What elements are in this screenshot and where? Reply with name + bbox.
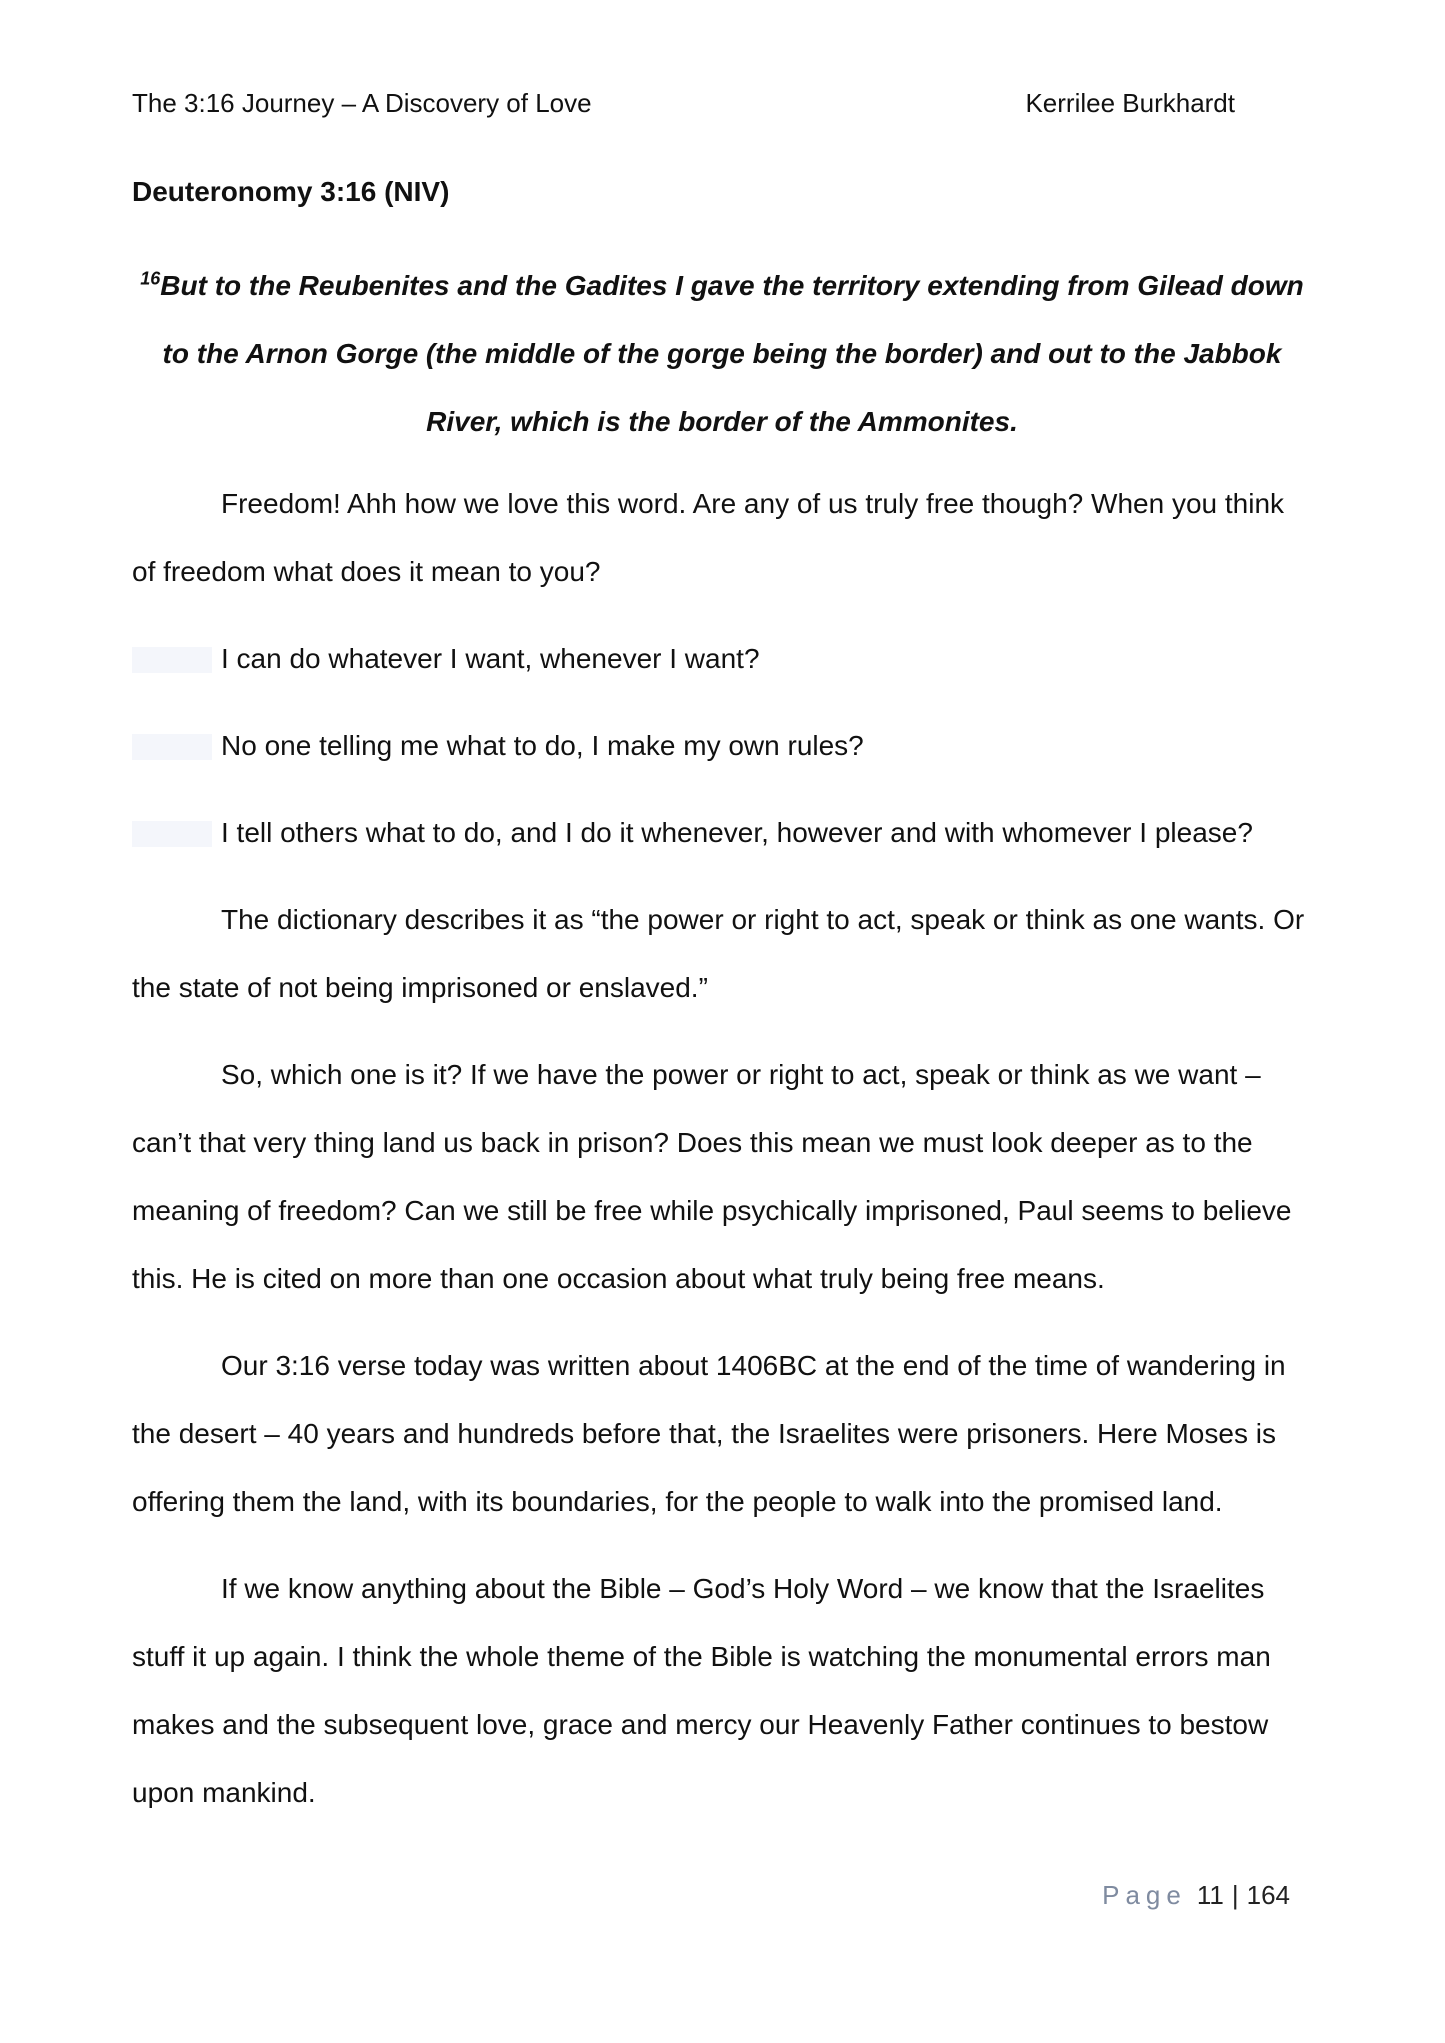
author-name: Kerrilee Burkhardt: [1025, 88, 1235, 118]
paragraph-freedom-intro: Freedom! Ahh how we love this word. Are any of us truly free though? When you think of freedom what does it mean to you?: [132, 488, 1285, 587]
bullet-marker: [132, 734, 212, 760]
list-item-text: No one telling me what to do, I make my own rules?: [221, 730, 864, 761]
body-text: [132, 470, 1312, 1846]
list-item: [132, 799, 1312, 867]
paragraph-which-one: So, which one is it? If we have the power or right to act, speak or think as we want – can’t that very thing land us back in prison? Does this mean we must look deeper as to the meaning of freedom? Can we still be free while psychically imprisoned, Paul seems to believe this. He is cited on more than one occasion about what truly being free means.: [132, 1059, 1292, 1294]
page-header: [132, 88, 1235, 118]
book-title: The 3:16 Journey – A Discovery of Love: [132, 88, 592, 118]
scripture-verse: [132, 252, 1312, 456]
total-pages: 164: [1246, 1880, 1290, 1910]
scripture-reference: Deuteronomy 3:16 (NIV): [132, 176, 450, 207]
page-footer: [1102, 1880, 1290, 1911]
bullet-marker: [132, 821, 212, 847]
verse-text: But to the Reubenites and the Gadites I gave the territory extending from Gilead down to the Arnon Gorge (the middle of the gorge being the border) and out to the Jabbok River, which is the border of the Ammonites.: [160, 270, 1304, 437]
list-item: [132, 625, 1312, 693]
verse-number: 16: [140, 268, 161, 289]
page-label: Page: [1102, 1880, 1187, 1910]
page-number: 11: [1196, 1880, 1224, 1910]
list-item: [132, 712, 1312, 780]
paragraph-verse-context: Our 3:16 verse today was written about 1406BC at the end of the time of wandering in the desert – 40 years and hundreds before that, the Israelites were prisoners. Here Moses is offering them the land, with its boundaries, for the people to walk into the promised land.: [132, 1350, 1286, 1517]
bullet-marker: [132, 647, 212, 673]
list-item-text: I tell others what to do, and I do it whenever, however and with whomever I please?: [221, 817, 1253, 848]
paragraph-dictionary: The dictionary describes it as “the power or right to act, speak or think as one wants. Or the state of not being imprisoned or enslaved.”: [132, 904, 1305, 1003]
page-separator: |: [1231, 1880, 1239, 1910]
list-item-text: I can do whatever I want, whenever I want?: [221, 643, 760, 674]
paragraph-bible-theme: If we know anything about the Bible – God’s Holy Word – we know that the Israelites stuff it up again. I think the whole theme of the Bible is watching the monumental errors man makes and the subsequent love, grace and mercy our Heavenly Father continues to bestow upon mankind.: [132, 1573, 1271, 1808]
